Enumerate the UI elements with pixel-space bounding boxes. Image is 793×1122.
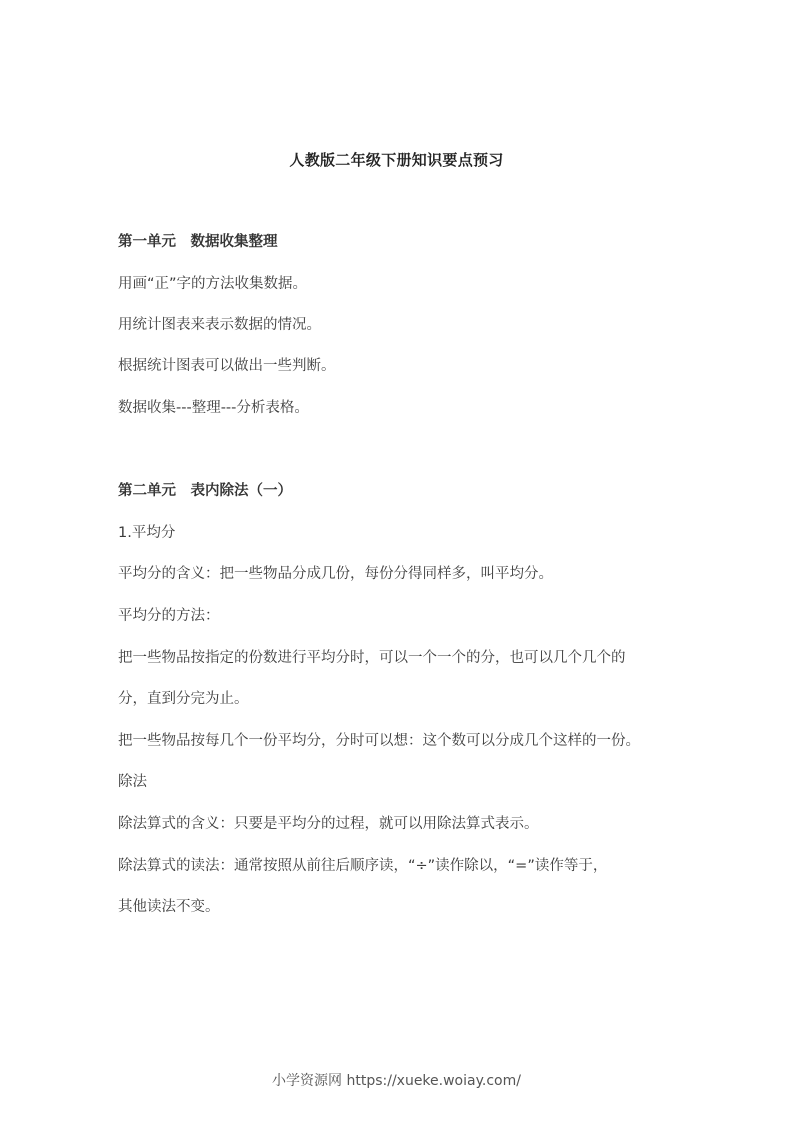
paragraph: 用画“正”字的方法收集数据。 xyxy=(118,276,308,292)
section-2-heading: 第二单元 表内除法（一） xyxy=(118,483,292,499)
section-1-heading: 第一单元 数据收集整理 xyxy=(118,234,278,250)
page-title: 人教版二年级下册知识要点预习 xyxy=(289,151,504,169)
paragraph: 除法 xyxy=(118,774,147,790)
paragraph: 把一些物品按指定的份数进行平均分时，可以一个一个的分，也可以几个几个的 xyxy=(118,650,626,666)
paragraph: 平均分的含义：把一些物品分成几份，每份分得同样多，叫平均分。 xyxy=(118,566,553,582)
paragraph: 根据统计图表可以做出一些判断。 xyxy=(118,358,336,374)
paragraph: 除法算式的读法：通常按照从前往后顺序读，“÷”读作除以，“=”读作等于， xyxy=(118,858,608,874)
paragraph: 平均分的方法： xyxy=(118,608,220,624)
paragraph: 分，直到分完为止。 xyxy=(118,691,249,707)
paragraph: 数据收集---整理---分析表格。 xyxy=(118,400,309,416)
paragraph: 除法算式的含义：只要是平均分的过程，就可以用除法算式表示。 xyxy=(118,816,539,832)
footer-watermark: 小学资源网 https://xueke.woiay.com/ xyxy=(272,1073,521,1089)
paragraph: 其他读法不变。 xyxy=(118,899,220,915)
paragraph: 把一些物品按每几个一份平均分，分时可以想：这个数可以分成几个这样的一份。 xyxy=(118,733,640,749)
paragraph: 用统计图表来表示数据的情况。 xyxy=(118,317,321,333)
paragraph: 1.平均分 xyxy=(118,525,176,541)
